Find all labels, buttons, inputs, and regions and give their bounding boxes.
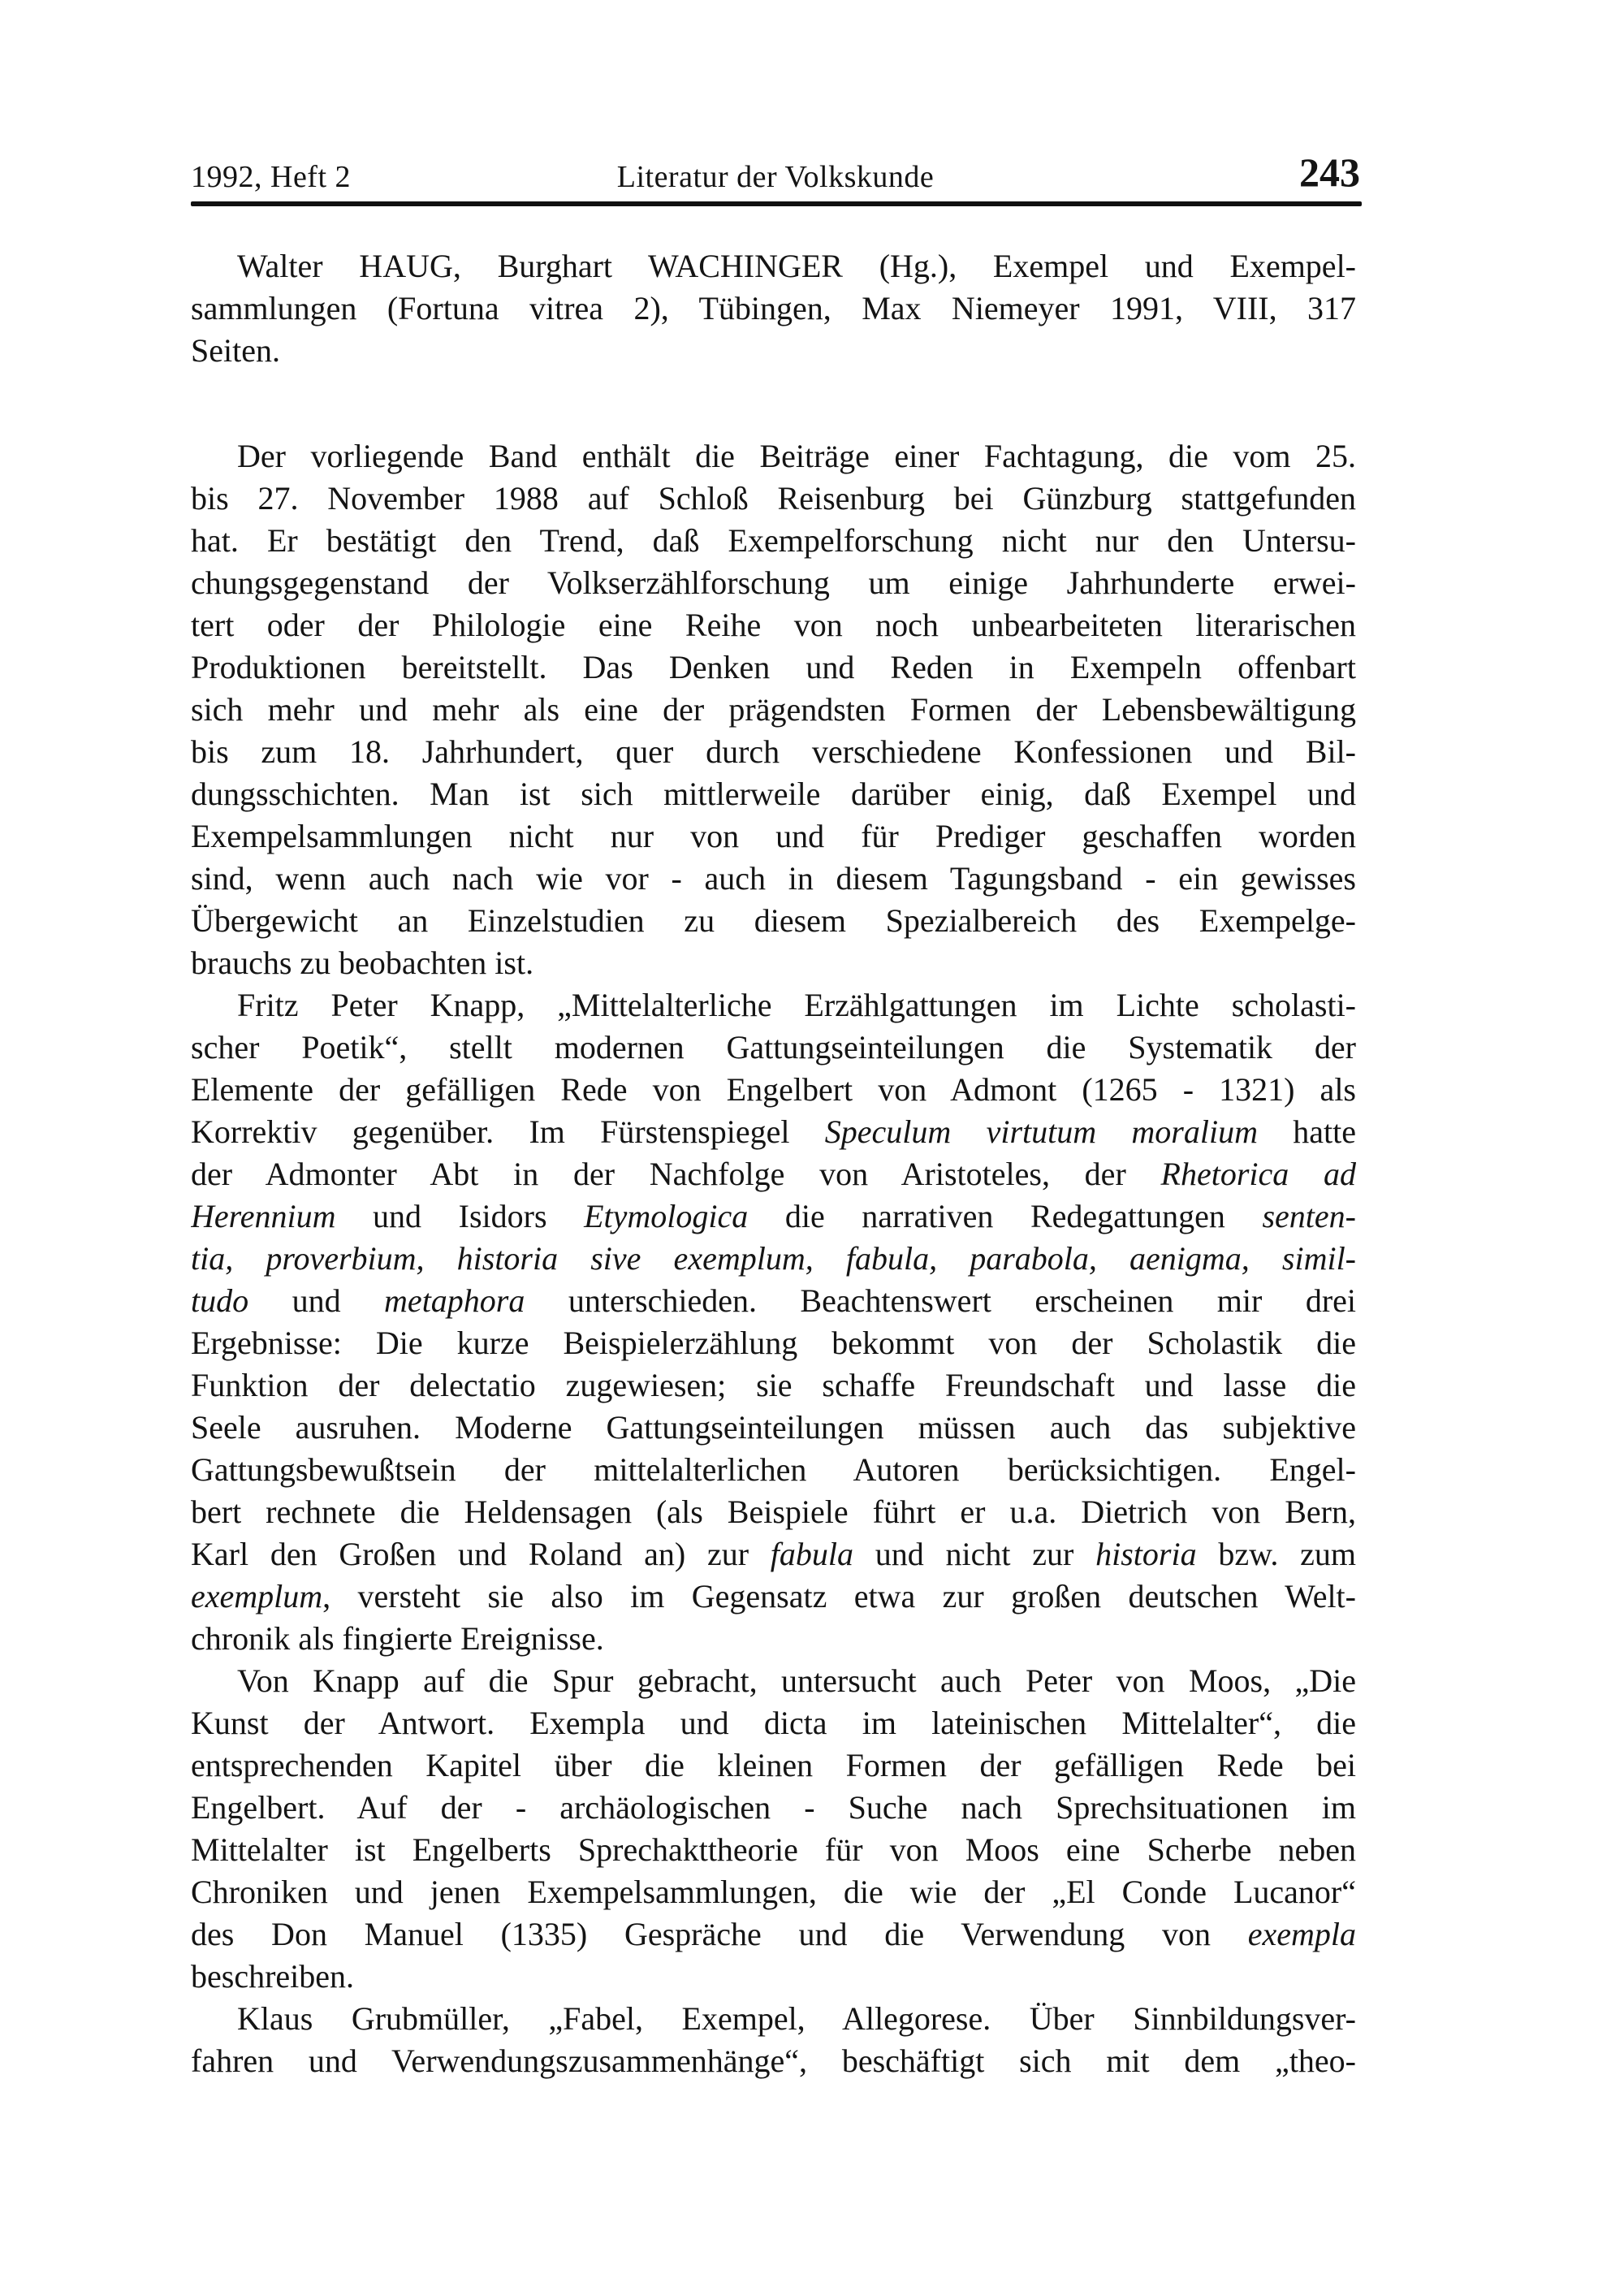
text-line: tert oder der Philologie eine Reihe von noch unbearbeiteten literarischen bbox=[191, 607, 1356, 643]
paragraph bbox=[191, 245, 1356, 372]
text-line: bis 27. November 1988 auf Schloß Reisenburg bei Günzburg stattgefunden bbox=[191, 480, 1356, 517]
header-issue: 1992, Heft 2 bbox=[191, 160, 352, 194]
text-line: chungsgegenstand der Volkserzählforschung um einige Jahrhunderte erwei- bbox=[191, 564, 1356, 601]
text-line: chronik als fingierte Ereignisse. bbox=[191, 1620, 604, 1657]
paragraph bbox=[191, 984, 1356, 1660]
text-line: tia, proverbium, historia sive exemplum, fabula, parabola, aenigma, simil- bbox=[191, 1240, 1356, 1277]
text-line: des Don Manuel (1335) Gespräche und die Verwendung von exempla bbox=[191, 1916, 1356, 1952]
review-body bbox=[191, 245, 1356, 2082]
text-line: Der vorliegende Band enthält die Beiträge einer Fachtagung, die vom 25. bbox=[237, 438, 1356, 474]
text-line: der Admonter Abt in der Nachfolge von Aristoteles, der Rhetorica ad bbox=[191, 1156, 1356, 1192]
text-line: bis zum 18. Jahrhundert, quer durch verschiedene Konfessionen und Bil- bbox=[191, 733, 1356, 770]
text-line: dungsschichten. Man ist sich mittlerweile darüber einig, daß Exempel und bbox=[191, 776, 1356, 812]
text-line: exemplum, versteht sie also im Gegensatz etwa zur großen deutschen Welt- bbox=[191, 1578, 1356, 1615]
text-line: entsprechenden Kapitel über die kleinen Formen der gefälligen Rede bei bbox=[191, 1747, 1356, 1783]
text-line: Korrektiv gegenüber. Im Fürstenspiegel Speculum virtutum moralium hatte bbox=[191, 1113, 1356, 1150]
page-header bbox=[191, 0, 1360, 211]
text-line: Elemente der gefälligen Rede von Engelbert von Admont (1265 - 1321) als bbox=[191, 1071, 1356, 1108]
text-line: hat. Er bestätigt den Trend, daß Exempelforschung nicht nur den Untersu- bbox=[191, 522, 1356, 559]
text-line: Ergebnisse: Die kurze Beispielerzählung bekommt von der Scholastik die bbox=[191, 1325, 1356, 1361]
text-line: Seele ausruhen. Moderne Gattungseinteilungen müssen auch das subjektive bbox=[191, 1409, 1356, 1446]
paragraph bbox=[191, 1660, 1356, 1998]
text-line: sind, wenn auch nach wie vor - auch in diesem Tagungsband - ein gewisses bbox=[191, 860, 1356, 897]
header-rule bbox=[191, 201, 1362, 206]
text-line: tudo und metaphora unterschieden. Beachtenswert erscheinen mir drei bbox=[191, 1282, 1356, 1319]
paragraph bbox=[191, 1998, 1356, 2082]
header-journal-title: Literatur der Volkskunde bbox=[616, 160, 935, 194]
text-line: Übergewicht an Einzelstudien zu diesem Spezialbereich des Exempelge- bbox=[191, 902, 1356, 939]
text-line: Klaus Grubmüller, „Fabel, Exempel, Allegorese. Über Sinnbildungsver- bbox=[237, 2000, 1356, 2037]
text-line: Walter HAUG, Burghart WACHINGER (Hg.), Exempel und Exempel- bbox=[237, 248, 1356, 284]
text-line: bert rechnete die Heldensagen (als Beispiele führt er u.a. Dietrich von Bern, bbox=[191, 1493, 1356, 1530]
text-line: sich mehr und mehr als eine der prägendsten Formen der Lebensbewältigung bbox=[191, 691, 1356, 728]
text-line: Fritz Peter Knapp, „Mittelalterliche Erzählgattungen im Lichte scholasti- bbox=[237, 987, 1356, 1023]
paragraph bbox=[191, 435, 1356, 984]
text-line: scher Poetik“, stellt modernen Gattungseinteilungen die Systematik der bbox=[191, 1029, 1356, 1066]
text-line: Kunst der Antwort. Exempla und dicta im lateinischen Mittelalter“, die bbox=[191, 1705, 1356, 1741]
text-line: Seiten. bbox=[191, 332, 280, 369]
text-line: beschreiben. bbox=[191, 1958, 355, 1995]
text-line: brauchs zu beobachten ist. bbox=[191, 944, 534, 981]
text-line: Engelbert. Auf der - archäologischen - Suche nach Sprechsituationen im bbox=[191, 1789, 1356, 1826]
text-line: fahren und Verwendungszusammenhänge“, beschäftigt sich mit dem „theo- bbox=[191, 2042, 1356, 2079]
text-line: Chroniken und jenen Exempelsammlungen, die wie der „El Conde Lucanor“ bbox=[191, 1874, 1356, 1910]
text-line: Karl den Großen und Roland an) zur fabula und nicht zur historia bzw. zum bbox=[191, 1536, 1356, 1572]
text-line: Exempelsammlungen nicht nur von und für Prediger geschaffen worden bbox=[191, 818, 1356, 854]
text-line: Funktion der delectatio zugewiesen; sie schaffe Freundschaft und lasse die bbox=[191, 1367, 1356, 1403]
text-line: Mittelalter ist Engelberts Sprechakttheorie für von Moos eine Scherbe neben bbox=[191, 1831, 1356, 1868]
text-line: Gattungsbewußtsein der mittelalterlichen Autoren berücksichtigen. Engel- bbox=[191, 1451, 1356, 1488]
text-line: sammlungen (Fortuna vitrea 2), Tübingen, Max Niemeyer 1991, VIII, 317 bbox=[191, 290, 1356, 326]
text-line: Herennium und Isidors Etymologica die narrativen Redegattungen senten- bbox=[191, 1198, 1356, 1234]
text-line: Produktionen bereitstellt. Das Denken und Reden in Exempeln offenbart bbox=[191, 649, 1356, 685]
text-line: Von Knapp auf die Spur gebracht, untersucht auch Peter von Moos, „Die bbox=[237, 1662, 1356, 1699]
header-page-number: 243 bbox=[1299, 149, 1360, 195]
